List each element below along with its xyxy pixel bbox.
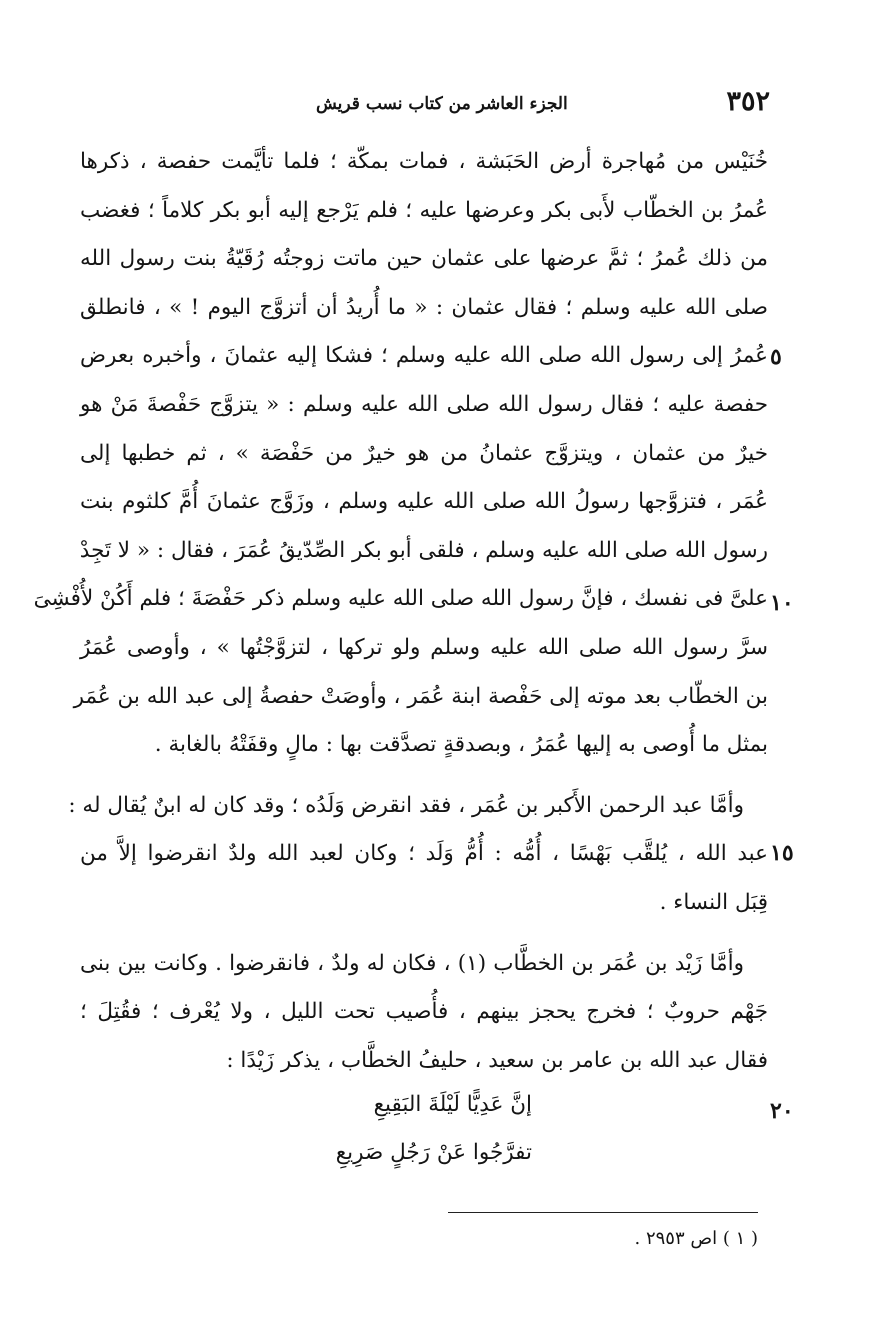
- text-line: عبد الله ، يُلقَّب بَهْسًا ، أُمُّه : أُمُّ وَلَد ؛ وكان لعبد الله ولدٌ انقرضوا إلاَّ من: [80, 841, 768, 867]
- margin-line-number: ٥: [770, 344, 782, 370]
- margin-line-number: ١٥: [770, 840, 794, 866]
- verse-line: إنَّ عَدِيًّا لَيْلَةَ البَقِيعِ: [373, 1092, 532, 1117]
- text-line: بمثل ما أُوصى به إليها عُمَرُ ، وبصدقةٍ تصدَّقت بها : مالٍ وقفَتْهُ بالغابة .: [154, 732, 768, 758]
- margin-line-number: ١٠: [770, 590, 794, 616]
- running-title: الجزء العاشر من كتاب نسب قريش: [316, 94, 568, 114]
- main-text: [33, 138, 769, 1085]
- text-line: وأمَّا زَيْد بن عُمَر بن الخطَّاب (١) ، فكان له ولدٌ ، فانقرضوا . وكانت بين بنى: [80, 950, 744, 976]
- text-line: علىَّ فى نفسك ، فإنَّ رسول الله صلى الله عليه وسلم ذكر حَفْصَةَ ؛ فلم أَكُنْ لأُفْشِىَ: [33, 586, 768, 612]
- page-header: [90, 86, 770, 126]
- text-line: عُمرُ إلى رسول الله صلى الله عليه وسلم ؛ فشكا إليه عثمانَ ، وأخبره بعرض: [80, 343, 768, 369]
- text-line: جَهْم حروبٌ ؛ فخرج يحجز بينهم ، فأُصيب تحت الليل ، ولا يُعْرف ؛ فقُتِلَ ؛: [80, 999, 768, 1025]
- page-number: ٣٥٢: [726, 86, 770, 117]
- text-line: رسول الله صلى الله عليه وسلم ، فلقى أبو بكر الصِّدّيقُ عُمَرَ ، فقال : « لا تَجِدْ: [79, 537, 768, 563]
- text-line: خُنَيْس من مُهاجرة أرض الحَبَشة ، فمات بمكّة ؛ فلما تأيَّمت حفصة ، ذكرها: [80, 149, 768, 174]
- text-line: حفصة عليه ؛ فقال رسول الله صلى الله عليه وسلم : « يتزوَّج حَفْصةَ مَنْ هو: [80, 391, 769, 417]
- text-line: صلى الله عليه وسلم ؛ فقال عثمان : « ما أُريدُ أن أتزوَّج اليوم ! » ، فانطلق: [80, 294, 768, 320]
- text-line: عُمرُ بن الخطّاب لأَبى بكر وعرضها عليه ؛ فلم يَرْجع إليه أبو بكر كلاماً ؛ فغضب: [80, 197, 768, 223]
- text-line: من ذلك عُمرُ ؛ ثمَّ عرضها على عثمان حين ماتت زوجتُه رُقَيّةُ بنت رسول الله: [80, 246, 768, 272]
- footnote: ( ١ ) اص ٢٩٥٣ .: [634, 1228, 758, 1249]
- text-line: سرَّ رسول الله صلى الله عليه وسلم ولو تركها ، لتزوَّجْتُها » ، وأوصى عُمَرُ: [80, 634, 768, 660]
- text-line: خيرٌ من عثمان ، ويتزوَّج عثمانُ من هو خيرٌ من حَفْصَة » ، ثم خطبها إلى: [80, 440, 768, 466]
- text-line: وأمَّا عبد الرحمن الأَكبر بن عُمَر ، فقد انقرض وَلَدُه ؛ وقد كان له ابنٌ يُقال له :: [68, 792, 744, 818]
- text-line: بن الخطّاب بعد موته إلى حَفْصة ابنة عُمَر ، وأوصَتْ حفصةُ إلى عبد الله بن عُمَر: [73, 683, 768, 709]
- margin-line-number: ٢٠: [770, 1098, 794, 1124]
- text-line: فقال عبد الله بن عامر بن سعيد ، حليفُ الخطَّاب ، يذكر زَيْدًا :: [226, 1047, 768, 1073]
- text-line: قِبَل النساء .: [659, 889, 768, 915]
- text-line: عُمَر ، فتزوَّجها رسولُ الله صلى الله عليه وسلم ، وزَوَّج عثمانَ أُمَّ كلثوم بنت: [80, 489, 768, 515]
- verse-line: تفرَّجُوا عَنْ رَجُلٍ صَرِيعِ: [335, 1140, 532, 1165]
- footnote-separator: [448, 1212, 758, 1213]
